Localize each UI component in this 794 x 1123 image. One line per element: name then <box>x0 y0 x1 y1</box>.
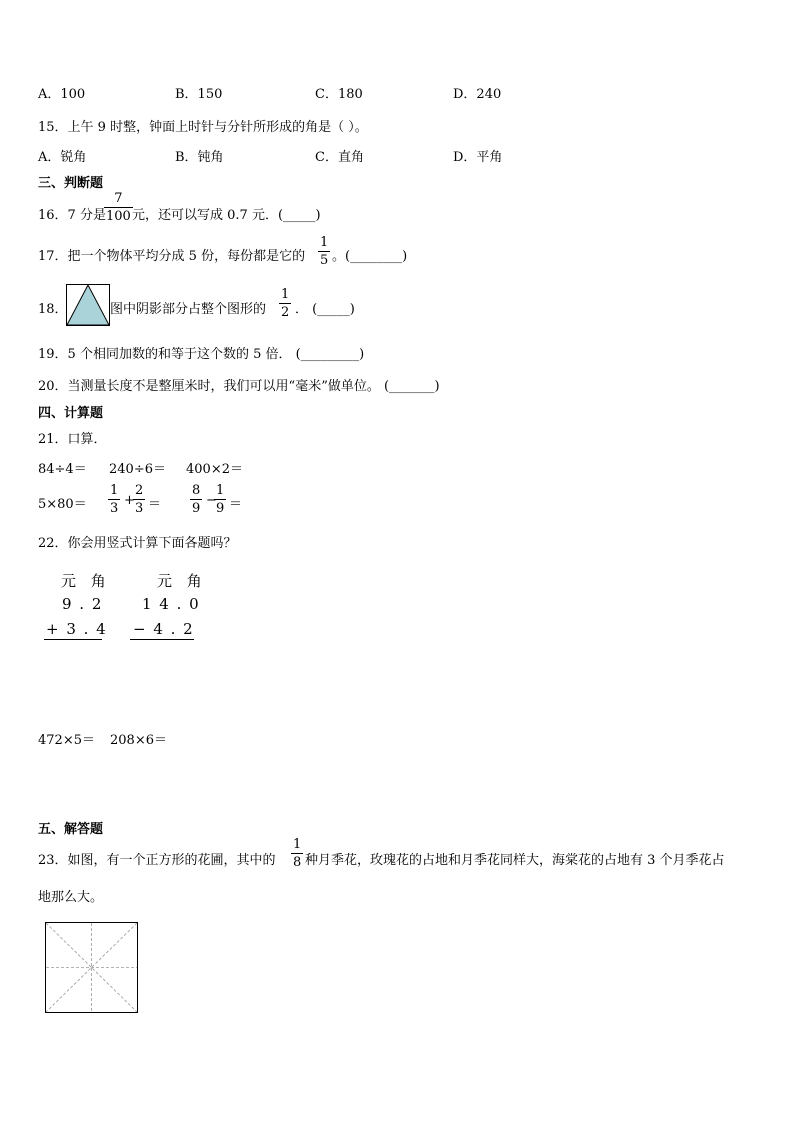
q23-text-before: 23．如图，有一个正方形的花圃，其中的 <box>38 853 276 868</box>
q17-fraction <box>318 236 330 267</box>
q23-text-after: 种月季花，玫瑰花的占地和月季花同样大，海棠花的占地有 3 个月季花占 <box>305 853 725 868</box>
q22-title: 22．你会用竖式计算下面各题吗？ <box>38 536 237 551</box>
q16-fraction-numerator: 7 <box>114 191 123 206</box>
q21-frac-c-eight-ninths <box>190 484 202 515</box>
q23-fraction-denominator: 8 <box>293 855 302 870</box>
q22-calc1-line <box>44 639 102 640</box>
q17-fraction-numerator: 1 <box>320 235 329 250</box>
q21-frac-c-numerator: 8 <box>192 483 201 498</box>
q21-minus-operator: − <box>206 493 217 508</box>
q14-option-d: D．240 <box>453 87 502 102</box>
q14-option-c: C．180 <box>315 87 363 102</box>
q23-fraction <box>291 838 303 869</box>
section-3-title: 三、判断题 <box>38 176 104 191</box>
q18-fraction-denominator: 2 <box>281 305 290 320</box>
q22-calc2-header: 元 角 <box>157 572 202 590</box>
q21-frac-a-bar <box>108 499 120 500</box>
q18-text-before: 图中阴影部分占整个图形的 <box>110 302 267 317</box>
q23-fraction-numerator: 1 <box>293 837 302 852</box>
q18-label: 18． <box>38 302 68 317</box>
q21-frac-b-bar <box>133 499 145 500</box>
q16-fraction-bar <box>104 207 133 208</box>
q17-fraction-bar <box>318 251 330 252</box>
q18-fraction <box>279 288 291 319</box>
q14-option-b: B．150 <box>175 87 223 102</box>
q16-fraction <box>104 192 133 223</box>
q23-text-line2: 地那么大。 <box>38 890 104 905</box>
q22-item-472x5: 472×5＝ <box>38 733 95 748</box>
q21-item-2: 240÷6＝ <box>109 462 166 477</box>
q18-fraction-bar <box>279 303 291 304</box>
q22-calc2-top: 1 4 . 0 <box>142 595 199 613</box>
q22-calc2-bottom: − 4 . 2 <box>133 620 193 638</box>
q21-equals-1: ＝ <box>148 497 162 512</box>
q21-item-1: 84÷4＝ <box>38 462 87 477</box>
q21-plus-operator: + <box>124 493 135 508</box>
q18-shaded-triangle <box>67 285 109 325</box>
q16-fraction-denominator: 100 <box>106 209 131 224</box>
q15-option-b: B．钝角 <box>175 150 224 165</box>
q23-square-garden-diagram <box>45 922 139 1014</box>
q19-text: 19．5 个相同加数的和等于这个数的 5 倍． (_________) <box>38 347 365 362</box>
q21-frac-a-numerator: 1 <box>110 483 119 498</box>
q17-fraction-denominator: 5 <box>320 253 329 268</box>
q22-calc1-bottom: + 3 . 4 <box>46 620 106 638</box>
q21-frac-d-numerator: 1 <box>216 483 225 498</box>
q22-calc1-top: 9 . 2 <box>62 595 102 613</box>
q21-equals-2: ＝ <box>229 497 243 512</box>
q21-frac-c-bar <box>190 499 202 500</box>
q23-fraction-bar <box>291 853 303 854</box>
q20-text: 20．当测量长度不是整厘米时，我们可以用“毫米”做单位。 (_______) <box>38 379 440 394</box>
q21-frac-b-numerator: 2 <box>135 483 144 498</box>
q21-item-4: 5×80＝ <box>38 497 87 512</box>
q18-shaded-triangle-figure <box>66 284 110 326</box>
q15-option-c: C．直角 <box>315 150 364 165</box>
q18-fraction-numerator: 1 <box>281 287 290 302</box>
q16-text-before: 16．7 分是 <box>38 208 106 223</box>
q22-item-208x6: 208×6＝ <box>110 733 167 748</box>
q15-option-d: D．平角 <box>453 150 503 165</box>
q21-frac-b-two-thirds <box>133 484 145 515</box>
q21-frac-c-denominator: 9 <box>192 501 201 516</box>
section-5-title: 五、解答题 <box>38 822 104 837</box>
q21-frac-d-bar <box>214 499 226 500</box>
q17-text-after: 。(________) <box>332 249 408 264</box>
q21-frac-a-denominator: 3 <box>110 501 119 516</box>
q15-stem: 15．上午 9 时整，钟面上时针与分针所形成的角是（ ）。 <box>38 120 368 135</box>
q22-calc2-line <box>130 639 194 640</box>
section-4-title: 四、计算题 <box>38 406 104 421</box>
q21-title: 21．口算． <box>38 432 107 447</box>
q21-item-3: 400×2＝ <box>186 462 243 477</box>
q15-option-a: A．锐角 <box>38 150 87 165</box>
q22-calc1-header: 元 角 <box>61 572 106 590</box>
q21-frac-b-denominator: 3 <box>135 501 144 516</box>
q14-option-a: A．100 <box>38 87 86 102</box>
q17-text-before: 17．把一个物体平均分成 5 份，每份都是它的 <box>38 249 306 264</box>
q21-frac-d-denominator: 9 <box>216 501 225 516</box>
q21-frac-a-one-third <box>108 484 120 515</box>
q21-frac-d-one-ninth <box>214 484 226 515</box>
q16-text-after: 元，还可以写成 0.7 元．(_____) <box>132 208 321 223</box>
q18-text-after: ． (_____) <box>295 302 355 317</box>
